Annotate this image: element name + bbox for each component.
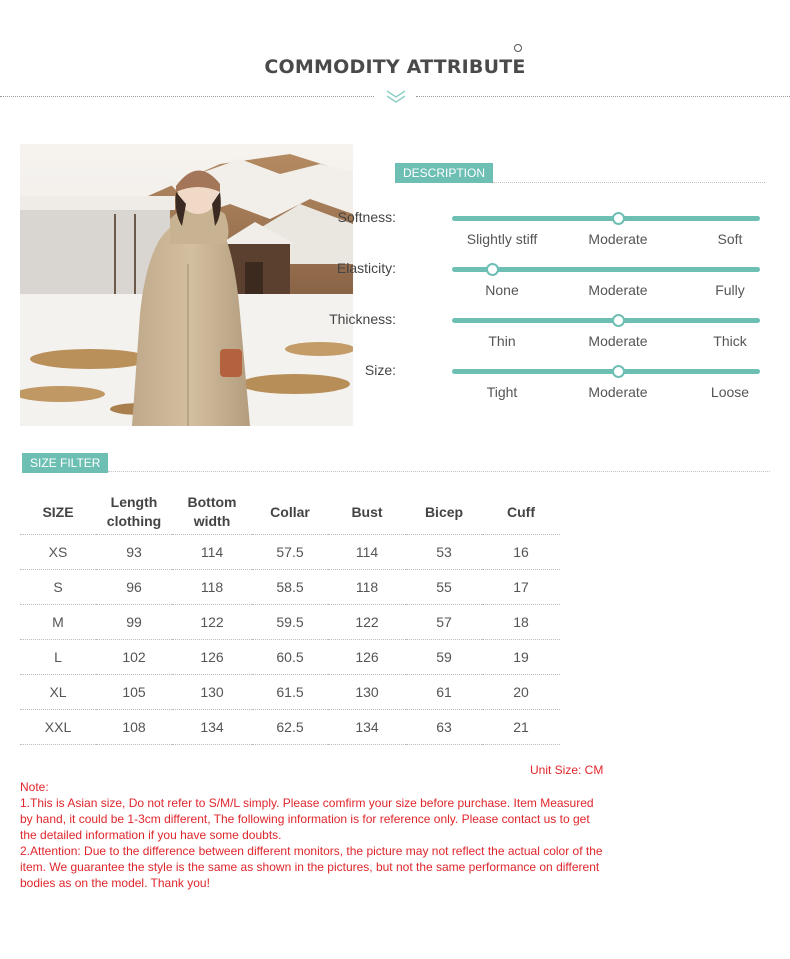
size-table-header	[20, 490, 560, 535]
table-cell: 58.5	[252, 570, 328, 605]
table-cell: 20	[482, 675, 560, 710]
table-cell: 19	[482, 640, 560, 675]
attribute-option: Loose	[710, 384, 750, 400]
table-row	[20, 535, 560, 570]
table-cell: 134	[172, 710, 252, 745]
table-cell: 63	[406, 710, 482, 745]
attribute-row	[337, 209, 770, 262]
table-cell: 130	[172, 675, 252, 710]
attribute-label: Elasticity:	[336, 260, 396, 276]
unit-size-label: Unit Size: CM	[530, 763, 604, 777]
table-cell: 122	[172, 605, 252, 640]
table-cell: 102	[96, 640, 172, 675]
table-cell: 118	[172, 570, 252, 605]
table-cell: 126	[328, 640, 406, 675]
attribute-slider-track	[452, 216, 760, 221]
table-cell: 55	[406, 570, 482, 605]
product-photo	[20, 144, 353, 426]
table-cell: 61.5	[252, 675, 328, 710]
attribute-row	[360, 362, 770, 415]
table-cell: 61	[406, 675, 482, 710]
table-cell: 21	[482, 710, 560, 745]
description-tab: DESCRIPTION	[395, 163, 493, 183]
attribute-row	[329, 311, 770, 364]
table-cell: 105	[96, 675, 172, 710]
attribute-option: Fully	[715, 282, 745, 298]
table-cell: 130	[328, 675, 406, 710]
column-header: Length clothing	[106, 494, 162, 529]
size-table	[20, 490, 560, 745]
attribute-slider-track	[452, 369, 760, 374]
table-cell: 59	[406, 640, 482, 675]
table-cell: 16	[482, 535, 560, 570]
table-cell: 99	[96, 605, 172, 640]
table-row	[20, 710, 560, 745]
attribute-option: Moderate	[588, 333, 648, 349]
note-item-1: 1.This is Asian size, Do not refer to S/M/L simply. Please comfirm your size before purchase. Item Measured by hand, it could be 1-3cm different, The following information is for reference only. Please contact us to get the detailed information if you have some doubts.	[20, 796, 594, 842]
table-cell: 114	[328, 535, 406, 570]
size-filter-tab: SIZE FILTER	[22, 453, 108, 473]
table-cell: 122	[328, 605, 406, 640]
attribute-option: Slightly stiff	[466, 231, 538, 247]
table-cell: 57.5	[252, 535, 328, 570]
table-cell: 96	[96, 570, 172, 605]
attribute-option: Moderate	[588, 231, 648, 247]
header-divider-right	[416, 96, 790, 97]
table-cell: 108	[96, 710, 172, 745]
table-cell: M	[20, 605, 96, 640]
attribute-option: Moderate	[588, 282, 648, 298]
table-cell: XXL	[20, 710, 96, 745]
table-cell: 114	[172, 535, 252, 570]
table-cell: 59.5	[252, 605, 328, 640]
table-cell: 118	[328, 570, 406, 605]
attribute-slider-track	[452, 318, 760, 323]
table-cell: 62.5	[252, 710, 328, 745]
double-chevron-down-icon	[384, 88, 408, 104]
column-header: Collar	[270, 503, 310, 520]
table-cell: 93	[96, 535, 172, 570]
page-title: COMMODITY ATTRIBUTE	[264, 56, 526, 78]
table-cell: XL	[20, 675, 96, 710]
description-divider	[493, 182, 765, 183]
column-header: SIZE	[42, 503, 74, 520]
attribute-option: Tight	[486, 384, 518, 400]
table-row	[20, 570, 560, 605]
attribute-slider-knob	[486, 263, 499, 276]
attribute-label: Size:	[364, 362, 396, 378]
degree-mark-icon	[514, 44, 522, 52]
table-row	[20, 675, 560, 710]
column-header: Bust	[351, 503, 383, 520]
header-divider-left	[0, 96, 374, 97]
table-cell: S	[20, 570, 96, 605]
table-cell: 134	[328, 710, 406, 745]
attribute-slider-knob	[612, 365, 625, 378]
note-item-2: 2.Attention: Due to the difference between different monitors, the picture may not reflect the actual color of the item. We guarantee the style is the same as shown in the pictures, but not the same performance on different bodies as on the model. Thank you!	[20, 844, 603, 890]
attribute-option: Thick	[713, 333, 747, 349]
table-row	[20, 605, 560, 640]
table-cell: 18	[482, 605, 560, 640]
table-cell: 53	[406, 535, 482, 570]
table-row	[20, 640, 560, 675]
attribute-option: Soft	[717, 231, 743, 247]
size-filter-divider	[108, 471, 770, 472]
column-header: Bottom width	[187, 494, 237, 529]
table-cell: L	[20, 640, 96, 675]
table-cell: 57	[406, 605, 482, 640]
table-cell: 17	[482, 570, 560, 605]
attribute-label: Thickness:	[329, 311, 396, 327]
column-header: Bicep	[424, 503, 464, 520]
attribute-option: Moderate	[588, 384, 648, 400]
attribute-slider-knob	[612, 314, 625, 327]
attribute-option: None	[485, 282, 519, 298]
table-cell: XS	[20, 535, 96, 570]
attribute-slider-knob	[612, 212, 625, 225]
attribute-label: Softness:	[337, 209, 396, 225]
note-block	[20, 779, 605, 891]
table-cell: 126	[172, 640, 252, 675]
attribute-row	[336, 260, 770, 313]
note-title: Note:	[20, 780, 49, 794]
attribute-option: Thin	[488, 333, 516, 349]
column-header: Cuff	[507, 503, 535, 520]
table-cell: 60.5	[252, 640, 328, 675]
